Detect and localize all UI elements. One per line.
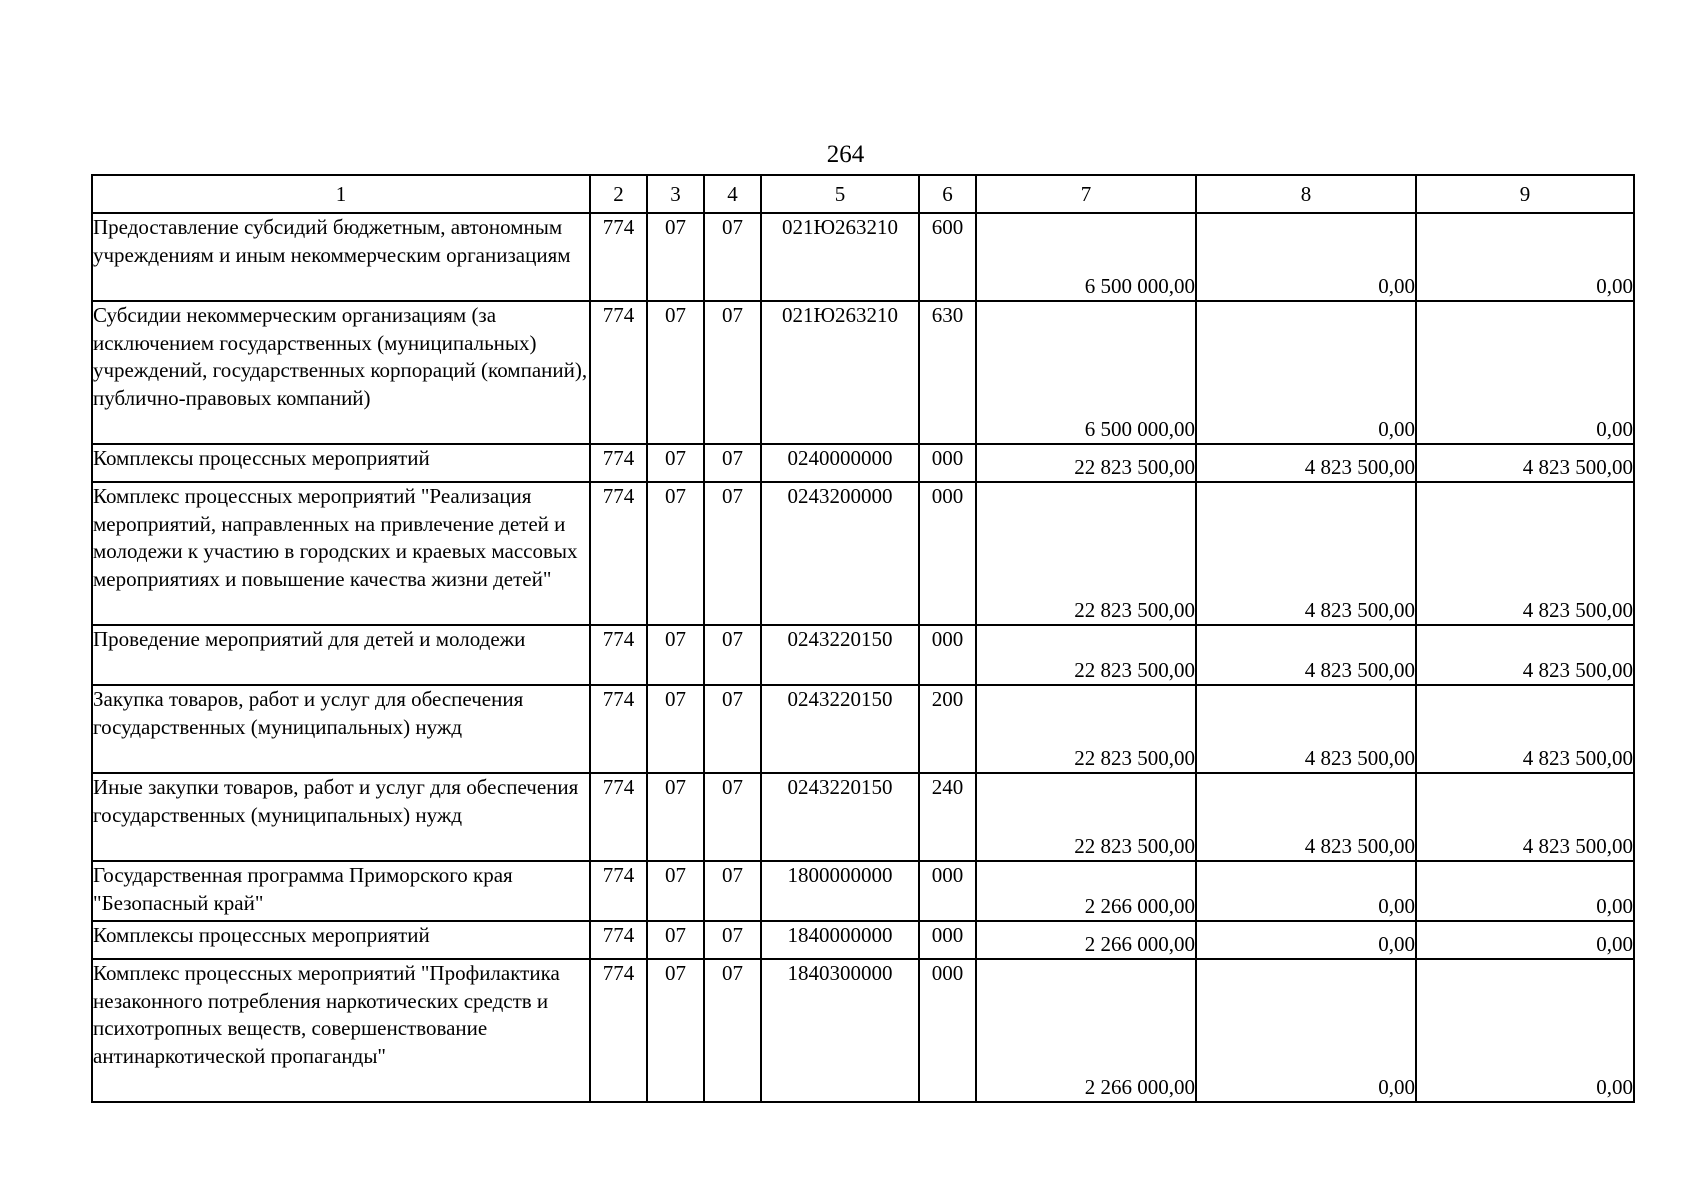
cell-target-article: 0243220150 [761, 773, 919, 861]
column-header: 4 [704, 175, 761, 213]
cell-amount-col9: 4 823 500,00 [1416, 685, 1634, 773]
cell-amount-col8: 0,00 [1196, 921, 1416, 959]
row-name: Иные закупки товаров, работ и услуг для обеспечения государственных (муниципальных) нужд [92, 773, 590, 861]
cell-target-article: 021Ю263210 [761, 213, 919, 301]
cell-amount-col8: 0,00 [1196, 301, 1416, 444]
table-row [92, 685, 1634, 773]
cell-subsection: 07 [704, 625, 761, 685]
cell-amount-col9: 4 823 500,00 [1416, 773, 1634, 861]
cell-section: 07 [647, 861, 704, 921]
cell-target-article: 1800000000 [761, 861, 919, 921]
row-name: Комплексы процессных мероприятий [92, 444, 590, 482]
cell-subsection: 07 [704, 959, 761, 1102]
cell-expense-type: 240 [919, 773, 976, 861]
cell-subsection: 07 [704, 921, 761, 959]
table-row [92, 921, 1634, 959]
cell-expense-type: 000 [919, 444, 976, 482]
cell-subsection: 07 [704, 444, 761, 482]
cell-amount-col8: 4 823 500,00 [1196, 625, 1416, 685]
cell-section: 07 [647, 213, 704, 301]
table-row [92, 959, 1634, 1102]
cell-expense-type: 630 [919, 301, 976, 444]
cell-amount-col7: 22 823 500,00 [976, 625, 1196, 685]
column-header: 1 [92, 175, 590, 213]
cell-amount-col7: 22 823 500,00 [976, 444, 1196, 482]
cell-ministry: 774 [590, 773, 647, 861]
cell-amount-col9: 4 823 500,00 [1416, 482, 1634, 625]
cell-subsection: 07 [704, 213, 761, 301]
cell-section: 07 [647, 773, 704, 861]
cell-ministry: 774 [590, 921, 647, 959]
cell-expense-type: 000 [919, 861, 976, 921]
cell-section: 07 [647, 625, 704, 685]
column-header: 5 [761, 175, 919, 213]
cell-target-article: 0243220150 [761, 625, 919, 685]
cell-target-article: 1840300000 [761, 959, 919, 1102]
cell-expense-type: 000 [919, 482, 976, 625]
cell-amount-col9: 0,00 [1416, 921, 1634, 959]
cell-target-article: 021Ю263210 [761, 301, 919, 444]
cell-expense-type: 600 [919, 213, 976, 301]
cell-subsection: 07 [704, 861, 761, 921]
column-header: 3 [647, 175, 704, 213]
column-header: 6 [919, 175, 976, 213]
cell-amount-col8: 0,00 [1196, 861, 1416, 921]
cell-section: 07 [647, 301, 704, 444]
table-row [92, 301, 1634, 444]
cell-section: 07 [647, 921, 704, 959]
table-row [92, 861, 1634, 921]
row-name: Комплекс процессных мероприятий "Профилактика незаконного потребления наркотических средств и психотропных веществ, совершенствование антинаркотической пропаганды" [92, 959, 590, 1102]
row-name: Проведение мероприятий для детей и молодежи [92, 625, 590, 685]
column-header: 7 [976, 175, 1196, 213]
cell-expense-type: 000 [919, 625, 976, 685]
cell-subsection: 07 [704, 685, 761, 773]
cell-target-article: 0243220150 [761, 685, 919, 773]
cell-ministry: 774 [590, 861, 647, 921]
cell-subsection: 07 [704, 301, 761, 444]
column-header: 2 [590, 175, 647, 213]
cell-expense-type: 000 [919, 959, 976, 1102]
budget-table [91, 174, 1635, 1103]
cell-amount-col8: 4 823 500,00 [1196, 444, 1416, 482]
cell-section: 07 [647, 685, 704, 773]
table-row [92, 444, 1634, 482]
column-header: 9 [1416, 175, 1634, 213]
cell-amount-col7: 6 500 000,00 [976, 213, 1196, 301]
row-name: Комплексы процессных мероприятий [92, 921, 590, 959]
cell-amount-col9: 4 823 500,00 [1416, 444, 1634, 482]
cell-amount-col7: 22 823 500,00 [976, 773, 1196, 861]
cell-target-article: 1840000000 [761, 921, 919, 959]
cell-amount-col7: 2 266 000,00 [976, 921, 1196, 959]
row-name: Субсидии некоммерческим организациям (за исключением государственных (муниципальных) учреждений, государственных корпораций (компаний), публично-правовых компаний) [92, 301, 590, 444]
row-name: Комплекс процессных мероприятий "Реализация мероприятий, направленных на привлечение детей и молодежи к участию в городских и краевых массовых мероприятиях и повышение качества жизни детей" [92, 482, 590, 625]
cell-expense-type: 000 [919, 921, 976, 959]
cell-ministry: 774 [590, 685, 647, 773]
cell-amount-col8: 0,00 [1196, 213, 1416, 301]
cell-subsection: 07 [704, 482, 761, 625]
cell-amount-col9: 0,00 [1416, 301, 1634, 444]
cell-section: 07 [647, 959, 704, 1102]
cell-amount-col8: 0,00 [1196, 959, 1416, 1102]
cell-ministry: 774 [590, 213, 647, 301]
cell-subsection: 07 [704, 773, 761, 861]
cell-target-article: 0240000000 [761, 444, 919, 482]
cell-amount-col9: 0,00 [1416, 861, 1634, 921]
cell-amount-col8: 4 823 500,00 [1196, 685, 1416, 773]
column-header: 8 [1196, 175, 1416, 213]
cell-ministry: 774 [590, 482, 647, 625]
cell-expense-type: 200 [919, 685, 976, 773]
cell-ministry: 774 [590, 444, 647, 482]
cell-amount-col8: 4 823 500,00 [1196, 773, 1416, 861]
page-number: 264 [826, 141, 865, 168]
cell-target-article: 0243200000 [761, 482, 919, 625]
cell-amount-col9: 0,00 [1416, 959, 1634, 1102]
cell-section: 07 [647, 444, 704, 482]
table-row [92, 625, 1634, 685]
cell-ministry: 774 [590, 301, 647, 444]
row-name: Государственная программа Приморского края "Безопасный край" [92, 861, 590, 921]
row-name: Закупка товаров, работ и услуг для обеспечения государственных (муниципальных) нужд [92, 685, 590, 773]
cell-amount-col7: 22 823 500,00 [976, 482, 1196, 625]
cell-amount-col7: 2 266 000,00 [976, 959, 1196, 1102]
cell-amount-col7: 6 500 000,00 [976, 301, 1196, 444]
cell-section: 07 [647, 482, 704, 625]
table-row [92, 213, 1634, 301]
table-row [92, 482, 1634, 625]
cell-ministry: 774 [590, 959, 647, 1102]
header-row [92, 175, 1634, 213]
cell-amount-col9: 0,00 [1416, 213, 1634, 301]
cell-amount-col9: 4 823 500,00 [1416, 625, 1634, 685]
cell-amount-col7: 2 266 000,00 [976, 861, 1196, 921]
cell-amount-col7: 22 823 500,00 [976, 685, 1196, 773]
table-row [92, 773, 1634, 861]
row-name: Предоставление субсидий бюджетным, автономным учреждениям и иным некоммерческим организациям [92, 213, 590, 301]
cell-amount-col8: 4 823 500,00 [1196, 482, 1416, 625]
cell-ministry: 774 [590, 625, 647, 685]
